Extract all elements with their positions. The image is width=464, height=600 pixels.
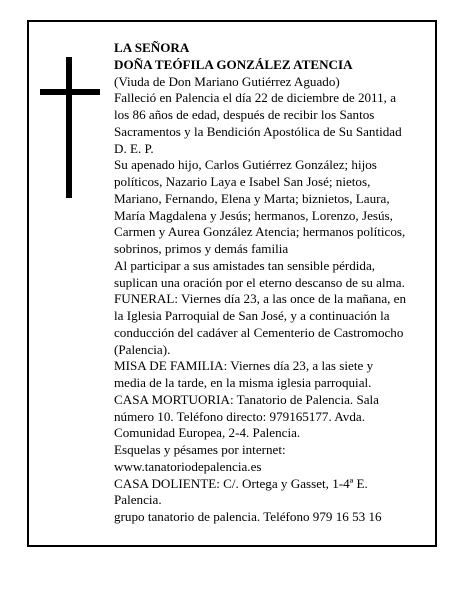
family-line: María Magdalena y Jesús; hermanos, Lorenzo, Jesús, — [114, 207, 393, 223]
cross-horizontal-bar — [40, 89, 100, 95]
family-mass-line: MISA DE FAMILIA: Viernes día 23, a las siete y — [114, 358, 374, 374]
cross-icon — [40, 57, 100, 198]
notice-text — [114, 40, 420, 526]
rip-line: D. E. P. — [114, 140, 154, 156]
family-mass-line: media de la tarde, en la misma iglesia parroquial. — [114, 375, 372, 390]
family-home-line: Palencia. — [114, 492, 162, 508]
death-announcement-line: Falleció en Palencia el día 22 de diciembre de 2011, a — [114, 90, 397, 106]
funeral-home-line: número 10. Teléfono directo: 979165177. Avda. — [114, 408, 365, 424]
online-condolences-line: Esquelas y pésames por internet: — [114, 442, 286, 457]
funeral-line: conducción del cadáver al Cementerio de Castromocho — [114, 324, 404, 340]
funeral-group-phone-line: grupo tanatorio de palencia. Teléfono 979 16 53 16 — [114, 509, 382, 524]
widow-note: (Viuda de Don Mariano Gutiérrez Aguado) — [114, 73, 340, 89]
family-line: Su apenado hijo, Carlos Gutiérrez González; hijos — [114, 157, 377, 173]
website-url: www.tanatoriodepalencia.es — [114, 458, 262, 474]
funeral-home-line: Comunidad Europea, 2-4. Palencia. — [114, 425, 301, 441]
death-announcement-line: Sacramentos y la Bendición Apostólica de Su Santidad — [114, 123, 402, 139]
funeral-line: (Palencia). — [114, 341, 171, 357]
deceased-name: DOÑA TEÓFILA GONZÁLEZ ATENCIA — [114, 56, 353, 72]
family-home-line: CASA DOLIENTE: C/. Ortega y Gasset, 1-4ª E. — [114, 475, 368, 491]
funeral-home-line: CASA MORTUORIA: Tanatorio de Palencia. Sala — [114, 391, 379, 407]
deceased-title: LA SEÑORA — [114, 40, 190, 55]
family-line: políticos, Nazario Laya e Isabel San José; nietos, — [114, 174, 371, 189]
cross-vertical-bar — [66, 57, 72, 198]
funeral-line: FUNERAL: Viernes día 23, a las once de la mañana, en — [114, 291, 407, 307]
family-line: Carmen y Aurea González Atencia; hermanos políticos, — [114, 224, 406, 240]
family-line: Mariano, Fernando, Elena y Marta; biznietos, Laura, — [114, 190, 390, 206]
prayer-request-line: Al participar a sus amistades tan sensible pérdida, — [114, 257, 376, 273]
death-announcement-line: los 86 años de edad, después de recibir los Santos — [114, 107, 375, 122]
family-line: sobrinos, primos y demás familia — [114, 241, 289, 256]
prayer-request-line: suplican una oración por el eterno descanso de su alma. — [114, 274, 405, 290]
funeral-line: la Iglesia Parroquial de San José, y a continuación la — [114, 308, 390, 323]
